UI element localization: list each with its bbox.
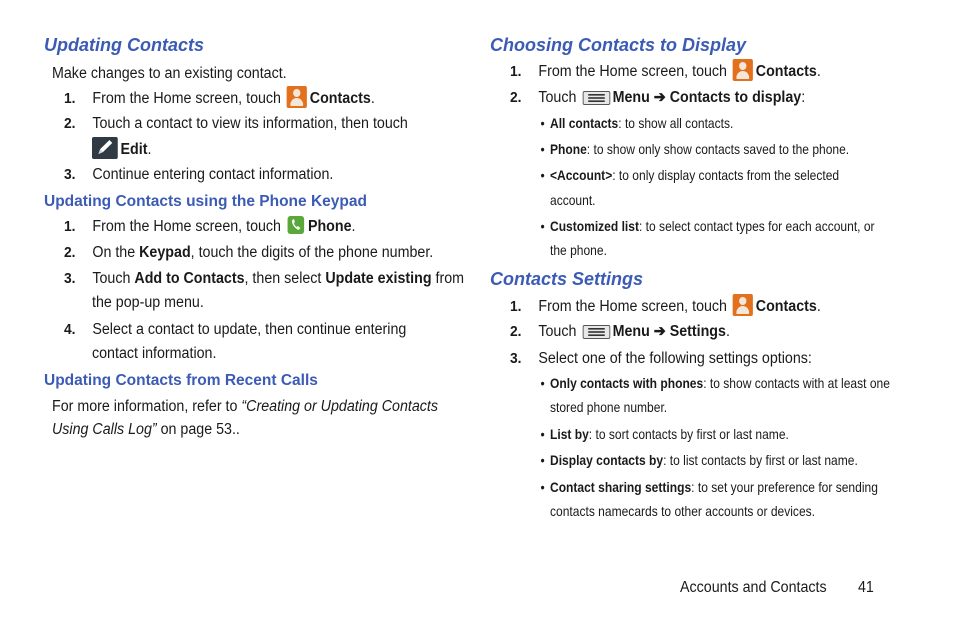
step-bold: Edit: [120, 141, 148, 159]
edit-icon: [92, 137, 118, 159]
bullet-text: : to show contacts with at least one: [703, 375, 890, 391]
bullet-text: : to set your preference for sending: [691, 479, 878, 495]
cross-reference-text: [52, 397, 438, 417]
step-item: [64, 269, 464, 289]
step-item: [64, 243, 433, 263]
step-item: [510, 322, 730, 342]
step-number: 1.: [64, 90, 76, 108]
bullet-text: : to show only show contacts saved to the phone.: [586, 141, 850, 157]
bullet-text: : to select contact types for each account, or: [638, 218, 875, 234]
bullet-text: : to list contacts by first or last name.: [663, 452, 858, 468]
step-bold: Keypad: [139, 244, 191, 261]
bullet-text: : to sort contacts by first or last name.: [588, 426, 789, 442]
menu-icon: [582, 91, 610, 105]
step-text: On the: [92, 244, 136, 261]
step-bold: Menu ➔ Settings: [612, 323, 726, 340]
bullet-item: [540, 217, 875, 235]
step-text: , then select: [244, 270, 322, 287]
step-continuation: contact information.: [92, 345, 217, 362]
section-heading-contacts-settings: Contacts Settings: [490, 269, 644, 289]
step-text: from: [431, 270, 465, 287]
step-item: [64, 320, 406, 340]
step-number: 1.: [64, 218, 76, 236]
bullet-item: [540, 374, 890, 392]
bullet-item: [540, 478, 878, 496]
step-number: 3.: [64, 166, 76, 183]
bullet-text: : to only display contacts from the selected: [612, 167, 840, 183]
step-bold: Contacts: [755, 298, 817, 316]
bullet-item: [540, 166, 840, 184]
reference-intro: For more information, refer to: [52, 398, 238, 415]
step-item: [510, 296, 821, 318]
bullet: •: [540, 115, 545, 131]
bullet-text: : to show all contacts.: [618, 115, 734, 131]
step-punct: :: [801, 89, 806, 106]
step-bold: Update existing: [325, 270, 432, 287]
bullet-continuation: contacts namecards to other accounts or devices.: [550, 503, 816, 519]
bullet-continuation: stored phone number.: [550, 399, 668, 415]
bullet: •: [540, 218, 545, 234]
step-text: Touch: [538, 323, 577, 340]
step-bold: Add to Contacts: [134, 270, 245, 287]
step-text: Touch a contact to view its information, then touch: [92, 115, 408, 132]
bullet-bold: Phone: [550, 141, 587, 157]
section-heading-phone-keypad: Updating Contacts using the Phone Keypad: [44, 193, 367, 210]
contacts-icon: [733, 59, 753, 81]
step-punct: .: [147, 141, 152, 159]
step-punct: .: [816, 63, 821, 81]
step-number: 2.: [510, 89, 522, 106]
step-bold: Contacts: [755, 63, 817, 81]
bullet-bold: Customized list: [550, 218, 639, 234]
bullet-continuation: the phone.: [550, 242, 607, 258]
step-number: 4.: [64, 321, 76, 338]
contacts-icon: [733, 294, 753, 316]
bullet: •: [540, 141, 545, 157]
menu-icon: [582, 325, 610, 339]
reference-page: on page 53..: [156, 421, 240, 438]
step-number: 1.: [510, 63, 522, 81]
section-heading-recent-calls: Updating Contacts from Recent Calls: [44, 372, 318, 389]
section-heading-choosing-contacts: Choosing Contacts to Display: [490, 35, 747, 55]
step-number: 3.: [64, 270, 76, 287]
step-punct: .: [351, 218, 356, 236]
bullet-bold: List by: [550, 426, 589, 442]
bullet-bold: <Account>: [550, 167, 613, 183]
step-text: Touch: [92, 270, 131, 287]
step-item: [510, 61, 821, 83]
bullet-continuation: account.: [550, 192, 596, 208]
step-text: , touch the digits of the phone number.: [190, 244, 434, 261]
step-bold: Phone: [307, 218, 352, 236]
bullet-item: [540, 451, 858, 469]
step-continuation: the pop-up menu.: [92, 294, 204, 311]
step-number: 2.: [64, 244, 76, 261]
step-text: From the Home screen, touch: [92, 218, 281, 236]
step-bold: Menu ➔ Contacts to display: [612, 89, 802, 106]
phone-icon: [287, 214, 305, 236]
step-number: 1.: [510, 298, 522, 316]
bullet-bold: Contact sharing settings: [550, 479, 692, 495]
step-number: 2.: [64, 115, 76, 132]
intro-text: Make changes to an existing contact.: [52, 65, 287, 82]
step-number: 2.: [510, 323, 522, 340]
reference-link[interactable]: “Creating or Updating Contacts: [241, 398, 438, 415]
step-text: From the Home screen, touch: [92, 90, 281, 108]
step-punct: .: [370, 90, 375, 108]
step-item: [510, 88, 805, 108]
step-item: [64, 165, 333, 185]
contacts-icon: [287, 86, 307, 108]
step-item: [64, 114, 408, 134]
step-continuation: [92, 139, 151, 161]
reference-link[interactable]: Using Calls Log”: [52, 421, 157, 438]
step-text: Select a contact to update, then continue entering: [92, 321, 407, 338]
bullet: •: [540, 426, 545, 442]
step-punct: .: [725, 323, 730, 340]
bullet: •: [540, 452, 545, 468]
bullet-bold: Only contacts with phones: [550, 375, 704, 391]
step-item: [64, 88, 375, 110]
bullet-item: [540, 114, 734, 132]
cross-reference-continuation: [52, 420, 240, 440]
step-text: From the Home screen, touch: [538, 298, 727, 316]
step-item: [64, 216, 356, 238]
footer-section-title: Accounts and Contacts: [680, 579, 827, 596]
step-text: Select one of the following settings options:: [538, 350, 812, 367]
step-item: [510, 349, 812, 369]
bullet: •: [540, 479, 545, 495]
step-text: From the Home screen, touch: [538, 63, 727, 81]
step-text: Continue entering contact information.: [92, 166, 334, 183]
section-heading-updating-contacts: Updating Contacts: [44, 35, 204, 55]
step-text: Touch: [538, 89, 577, 106]
bullet-item: [540, 140, 850, 158]
step-punct: .: [816, 298, 821, 316]
bullet-bold: All contacts: [550, 115, 619, 131]
bullet-item: [540, 425, 789, 443]
step-bold: Contacts: [309, 90, 371, 108]
bullet: •: [540, 375, 545, 391]
bullet-bold: Display contacts by: [550, 452, 664, 468]
step-number: 3.: [510, 350, 522, 367]
bullet: •: [540, 167, 545, 183]
page-number: 41: [858, 579, 874, 596]
